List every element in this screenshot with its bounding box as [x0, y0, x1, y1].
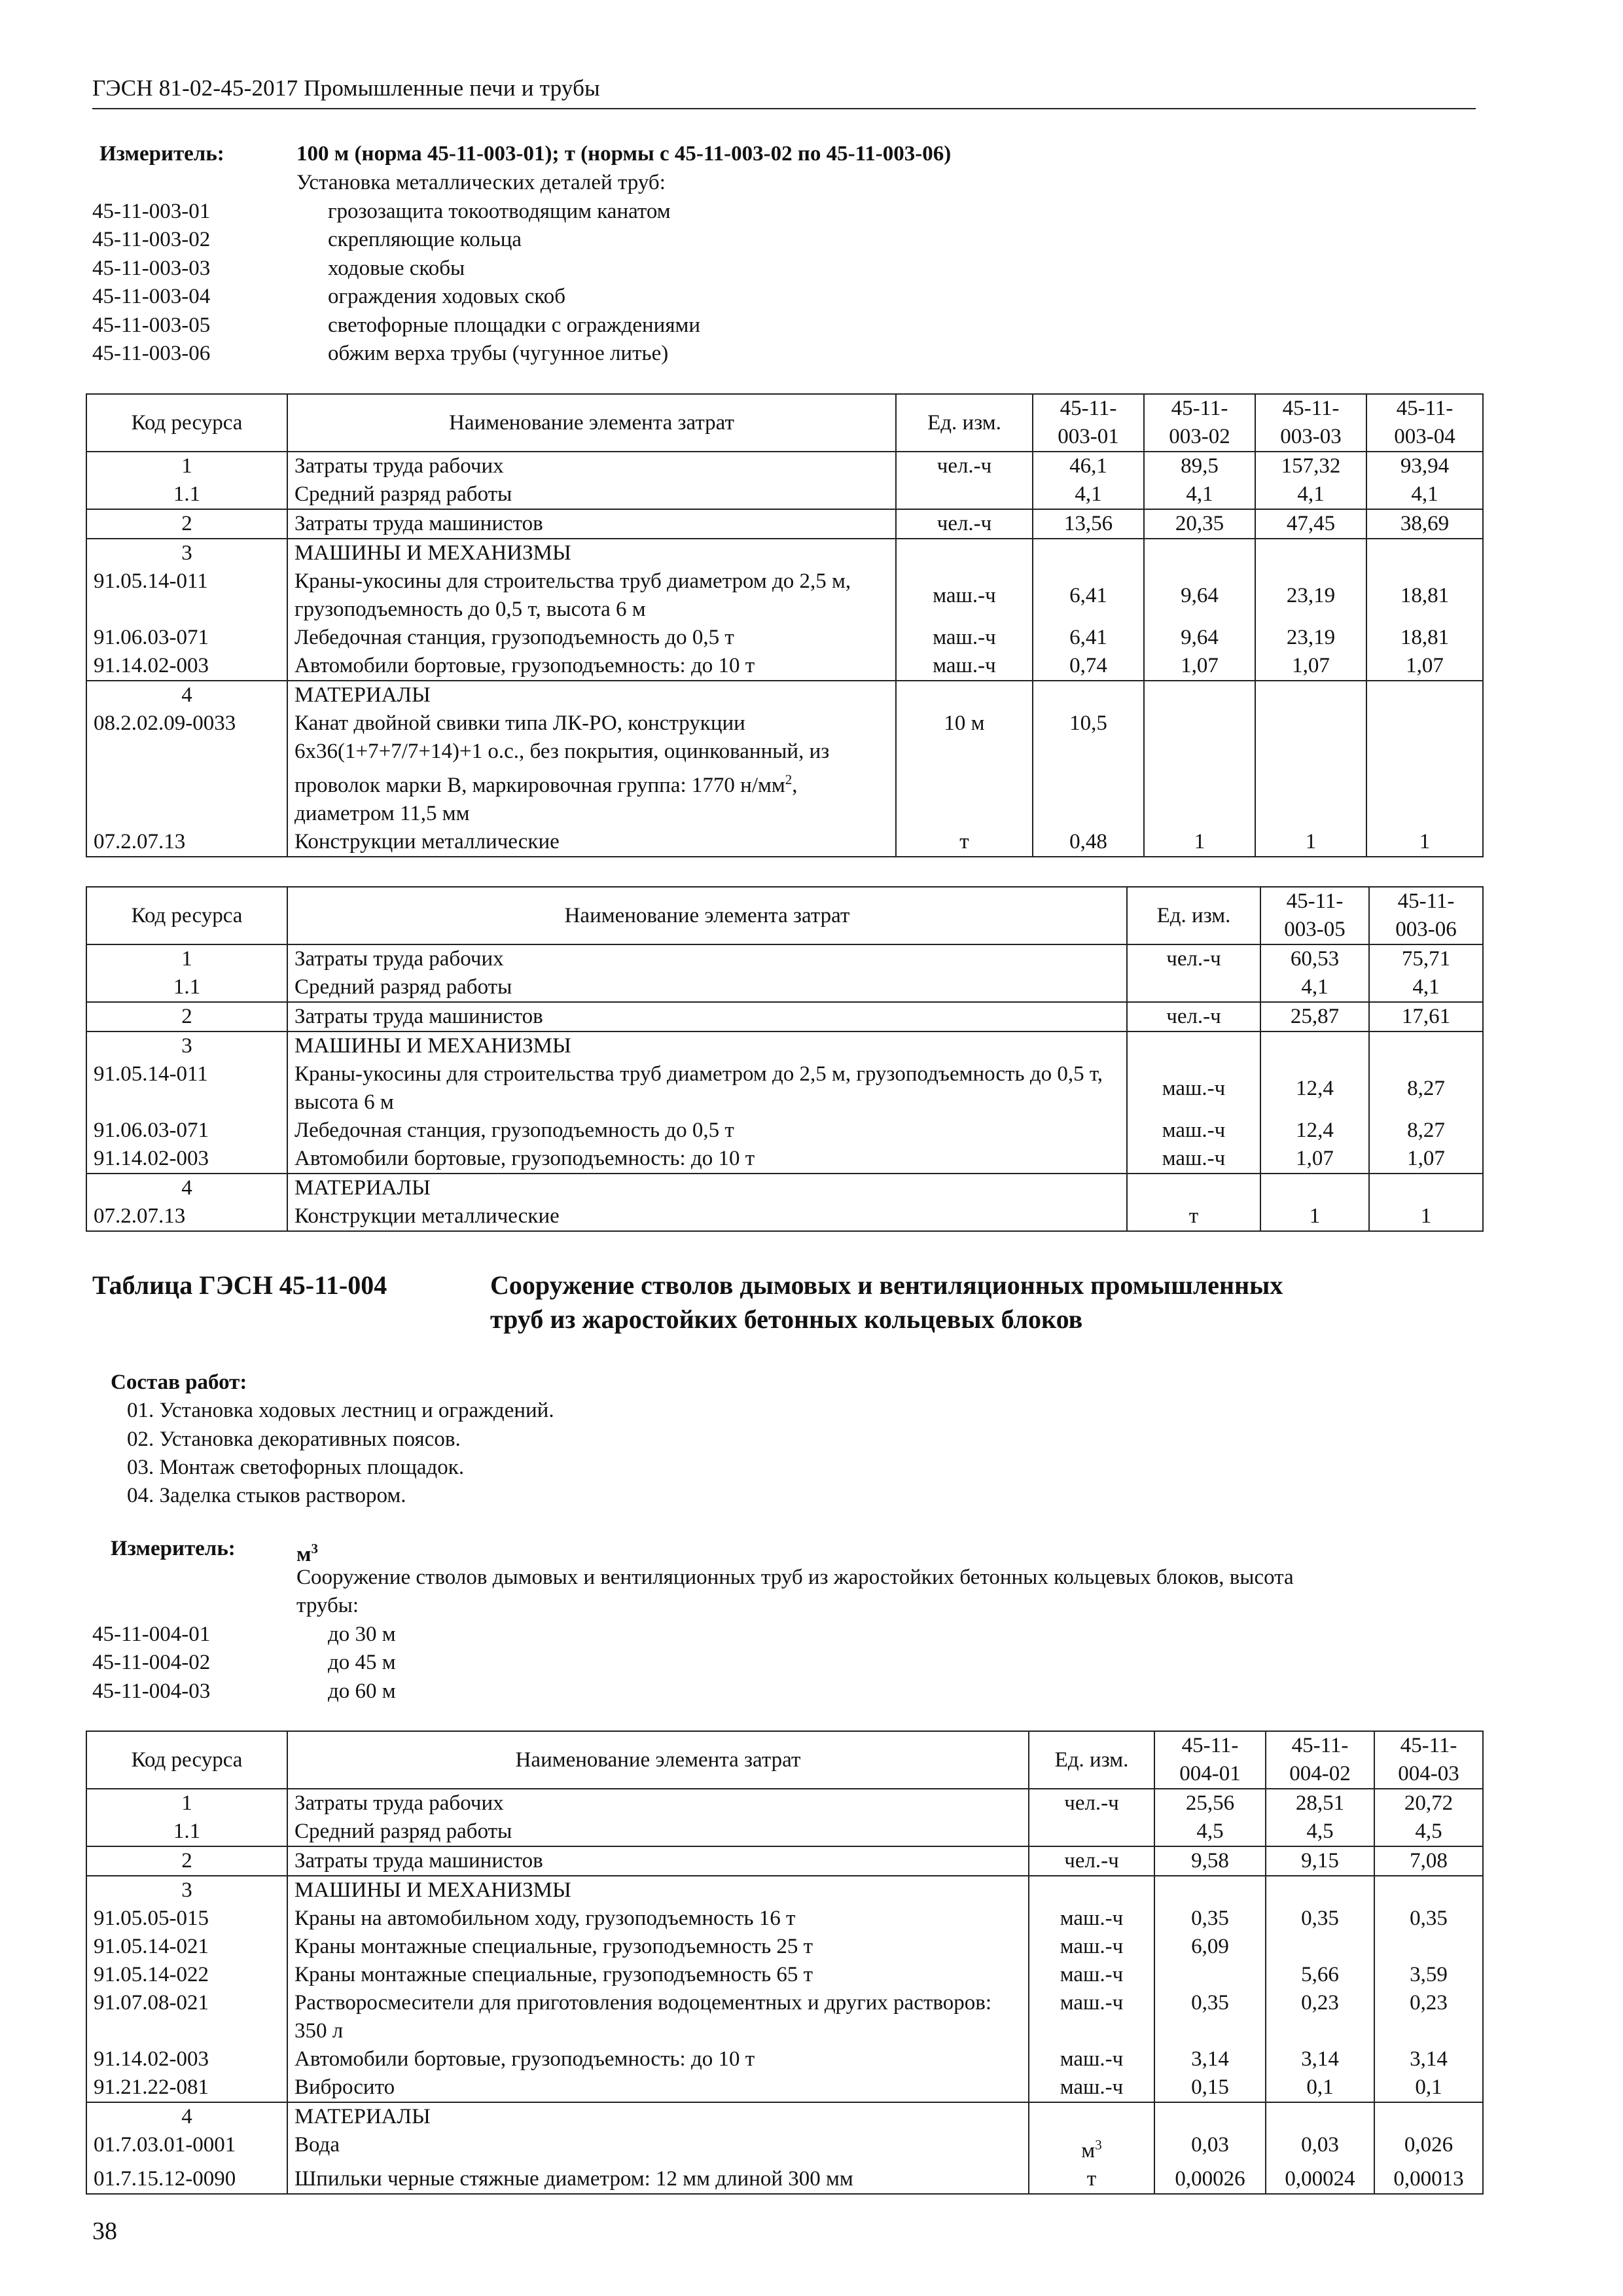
table-row: 07.2.07.13 Конструкции металлические т 0,48 1 1 1	[86, 828, 1483, 857]
norm-text: ограждения ходовых скоб	[328, 285, 566, 308]
table-row: 91.06.03-071 Лебедочная станция, грузоподъемность до 0,5 т маш.-ч 6,41 9,64 23,19 18,81	[86, 624, 1483, 652]
norm-code: 45-11-003-01	[92, 200, 211, 223]
col-header-norm: 45-11- 003-03	[1255, 394, 1366, 452]
works-label: Состав работ:	[111, 1371, 247, 1394]
header-rule	[92, 108, 1476, 109]
table-row: 91.05.14-011 Краны-укосины для строительства труб диаметром до 2,5 м, грузоподъемность до 0,5 т, высота 6 м маш.-ч 6,41 9,64 23,19 18,81	[86, 567, 1483, 624]
norm-text: ходовые скобы	[328, 257, 465, 280]
table-row: 91.14.02-003 Автомобили бортовые, грузоподъемность: до 10 т маш.-ч 1,07 1,07	[86, 1145, 1483, 1174]
table-label: Таблица ГЭСН 45-11-004	[92, 1270, 387, 1300]
norm-text: до 60 м	[328, 1679, 396, 1703]
col-header-unit: Ед. изм.	[1127, 887, 1260, 944]
norms-description: Сооружение стволов дымовых и вентиляционных труб из жаростойких бетонных кольцевых блоков, высота	[296, 1566, 1294, 1589]
table-row: 91.06.03-071 Лебедочная станция, грузоподъемность до 0,5 т маш.-ч 12,4 8,27	[86, 1117, 1483, 1145]
table-row: 1 Затраты труда рабочих чел.-ч 46,1 89,5 157,32 93,94	[86, 452, 1483, 480]
norm-text: грозозащита токоотводящим канатом	[328, 200, 671, 223]
resource-table-004	[86, 1731, 1484, 2195]
section-title-line2: труб из жаростойких бетонных кольцевых блоков	[490, 1304, 1083, 1334]
table-row: 1 Затраты труда рабочих чел.-ч 25,56 28,51 20,72	[86, 1789, 1483, 1818]
table-row: 07.2.07.13 Конструкции металлические т 1 1	[86, 1202, 1483, 1231]
meter-label-2: Измеритель:	[111, 1537, 236, 1560]
table-row: 01.7.03.01-0001 Вода $м^3$ 0,03 0,03 0,026	[86, 2131, 1483, 2165]
norm-text: обжим верха трубы (чугунное литье)	[328, 342, 669, 365]
resource-table-003-01-04	[86, 393, 1484, 857]
col-header-name: Наименование элемента затрат	[287, 394, 896, 452]
table-row: 01.7.15.12-0090 Шпильки черные стяжные диаметром: 12 мм длиной 300 мм т 0,00026 0,00024 0,00013	[86, 2165, 1483, 2194]
col-header-code: Код ресурса	[86, 394, 287, 452]
col-header-norm: 45-11- 003-01	[1033, 394, 1144, 452]
section-title-line1: Сооружение стволов дымовых и вентиляционных промышленных	[490, 1270, 1283, 1300]
running-header: ГЭСН 81-02-45-2017 Промышленные печи и трубы	[92, 75, 600, 101]
norms-description-cont: трубы:	[296, 1594, 359, 1617]
col-header-unit: Ед. изм.	[1029, 1731, 1154, 1789]
table-row: 2 Затраты труда машинистов чел.-ч 25,87 17,61	[86, 1002, 1483, 1031]
section-row-materials: 4 МАТЕРИАЛЫ	[86, 2102, 1483, 2131]
norm-code: 45-11-003-04	[92, 285, 211, 308]
col-header-name: Наименование элемента затрат	[287, 1731, 1029, 1789]
meter-value: 100 м (норма 45-11-003-01); т (нормы с 45-11-003-02 по 45-11-003-06)	[296, 142, 952, 166]
works-item: 01. Установка ходовых лестниц и ограждений.	[127, 1399, 554, 1422]
col-header-code: Код ресурса	[86, 887, 287, 944]
col-header-norm: 45-11- 003-04	[1366, 394, 1483, 452]
col-header-name: Наименование элемента затрат	[287, 887, 1127, 944]
table-row: 1.1 Средний разряд работы 4,1 4,1	[86, 973, 1483, 1002]
norm-text: скрепляющие кольца	[328, 228, 522, 251]
col-header-norm: 45-11- 004-02	[1266, 1731, 1374, 1789]
table-row: 91.05.05-015 Краны на автомобильном ходу, грузоподъемность 16 т маш.-ч 0,35 0,35 0,35	[86, 1905, 1483, 1933]
norm-code: 45-11-003-03	[92, 257, 211, 280]
table-row: 91.07.08-021 Растворосмесители для приготовления водоцементных и других растворов: 350 л маш.-ч 0,35 0,23 0,23	[86, 1989, 1483, 2045]
works-item: 02. Установка декоративных поясов.	[127, 1427, 461, 1451]
meter-label: Измеритель:	[99, 142, 224, 166]
table-row: 1.1 Средний разряд работы 4,1 4,1 4,1 4,1	[86, 480, 1483, 509]
table-row: 91.05.14-021 Краны монтажные специальные, грузоподъемность 25 т маш.-ч 6,09	[86, 1933, 1483, 1961]
table-row: 1.1 Средний разряд работы 4,5 4,5 4,5	[86, 1818, 1483, 1846]
meter-value-2: $м^3$	[296, 1541, 318, 1566]
section-row-machines: 3 МАШИНЫ И МЕХАНИЗМЫ	[86, 1876, 1483, 1905]
section-row-machines: 3 МАШИНЫ И МЕХАНИЗМЫ	[86, 539, 1483, 567]
norm-code: 45-11-004-02	[92, 1651, 211, 1674]
norm-code: 45-11-003-06	[92, 342, 211, 365]
table-row: 1 Затраты труда рабочих чел.-ч 60,53 75,71	[86, 944, 1483, 973]
table-row: 91.21.22-081 Вибросито маш.-ч 0,15 0,1 0,1	[86, 2073, 1483, 2102]
table-row: 91.14.02-003 Автомобили бортовые, грузоподъемность: до 10 т маш.-ч 0,74 1,07 1,07 1,07	[86, 652, 1483, 681]
col-header-norm: 45-11- 004-03	[1374, 1731, 1483, 1789]
works-item: 04. Заделка стыков раствором.	[127, 1484, 406, 1507]
table-row: 91.05.14-022 Краны монтажные специальные, грузоподъемность 65 т маш.-ч 5,66 3,59	[86, 1961, 1483, 1989]
norm-text: до 30 м	[328, 1623, 396, 1646]
resource-table-003-05-06	[86, 886, 1484, 1232]
table-row: 2 Затраты труда машинистов чел.-ч 9,58 9,15 7,08	[86, 1846, 1483, 1876]
section-row-materials: 4 МАТЕРИАЛЫ	[86, 1174, 1483, 1202]
col-header-norm: 45-11- 003-06	[1369, 887, 1483, 944]
works-item: 03. Монтаж светофорных площадок.	[127, 1456, 465, 1479]
col-header-norm: 45-11- 003-02	[1144, 394, 1255, 452]
norm-code: 45-11-003-05	[92, 314, 211, 337]
norm-text: до 45 м	[328, 1651, 396, 1674]
table-row: 91.14.02-003 Автомобили бортовые, грузоподъемность: до 10 т маш.-ч 3,14 3,14 3,14	[86, 2045, 1483, 2073]
page-number: 38	[92, 2217, 117, 2245]
norm-code: 45-11-004-03	[92, 1679, 211, 1703]
col-header-norm: 45-11- 003-05	[1260, 887, 1369, 944]
table-row: 2 Затраты труда машинистов чел.-ч 13,56 20,35 47,45 38,69	[86, 509, 1483, 539]
col-header-unit: Ед. изм.	[896, 394, 1033, 452]
section-row-materials: 4 МАТЕРИАЛЫ	[86, 681, 1483, 709]
norms-intro: Установка металлических деталей труб:	[296, 171, 666, 194]
norm-code: 45-11-003-02	[92, 228, 211, 251]
norm-code: 45-11-004-01	[92, 1623, 211, 1646]
col-header-norm: 45-11- 004-01	[1154, 1731, 1266, 1789]
norm-text: светофорные площадки с ограждениями	[328, 314, 701, 337]
table-row: 08.2.02.09-0033 Канат двойной свивки типа ЛК-РО, конструкции 6х36(1+7+7/7+14)+1 о.с., без покрытия, оцинкованный, из проволок марки В, маркировочная группа: 1770 $н/мм^2$, диаметром 11,5 мм 10 м 10,5	[86, 709, 1483, 828]
table-row: 91.05.14-011 Краны-укосины для строительства труб диаметром до 2,5 м, грузоподъемность до 0,5 т, высота 6 м маш.-ч 12,4 8,27	[86, 1060, 1483, 1117]
col-header-code: Код ресурса	[86, 1731, 287, 1789]
section-row-machines: 3 МАШИНЫ И МЕХАНИЗМЫ	[86, 1031, 1483, 1060]
